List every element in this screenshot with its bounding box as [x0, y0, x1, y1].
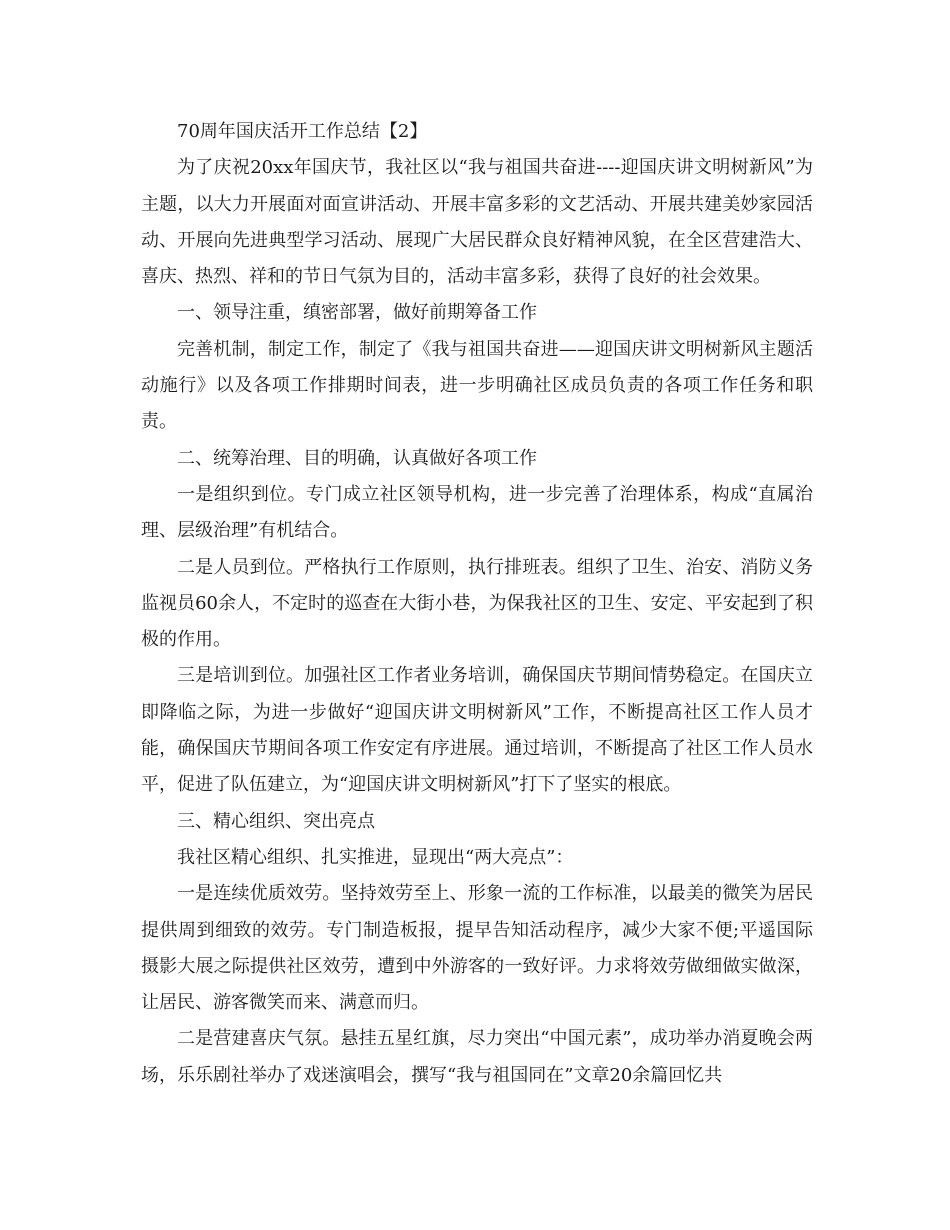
training-paragraph: 三是培训到位。加强社区工作者业务培训，确保国庆节期间情势稳定。在国庆立即降临之际，为进一步做好“迎国庆讲文明树新风”工作，不断提高社区工作人员才能，确保国庆节期间各项工作安定有序进展。通过培训，不断提高了社区工作人员水平，促进了队伍建立，为“迎国庆讲文明树新风”打下了坚实的根底。 [141, 665, 813, 796]
highlights-intro-paragraph: 我社区精心组织、扎实推进，显现出“两大亮点”： [177, 846, 574, 868]
section-heading-2: 二、统筹治理、目的明确，认真做好各项工作 [177, 447, 537, 469]
section-heading-1: 一、领导注重，缜密部署，做好前期筹备工作 [177, 302, 537, 324]
organization-paragraph: 一是组织到位。专门成立社区领导机构，进一步完善了治理体系，构成“直属治理、层级治理”有机结合。 [141, 483, 813, 542]
atmosphere-paragraph: 二是营建喜庆气氛。悬挂五星红旗，尽力突出“中国元素”，成功举办消夏晚会两场，乐乐剧社举办了戏迷演唱会，撰写“我与祖国同在”文章20余篇回忆共 [141, 1028, 813, 1086]
document-body [141, 114, 813, 1094]
section-heading-3: 三、精心组织、突出亮点 [177, 810, 375, 832]
service-paragraph: 一是连续优质效劳。坚持效劳至上、形象一流的工作标准，以最美的微笑为居民提供周到细致的效劳。专门制造板报，提早告知活动程序，减少大家不便;平遥国际摄影大展之际提供社区效劳，遭到中外游客的一致好评。力求将效劳做细做实做深，让居民、游客微笑而来、满意而归。 [141, 883, 813, 1014]
intro-paragraph: 为了庆祝20xx年国庆节，我社区以“我与祖国共奋进----迎国庆讲文明树新风”为主题，以大力开展面对面宣讲活动、开展丰富多彩的文艺活动、开展共建美妙家园活动、开展向先进典型学习活动、展现广大居民群众良好精神风貌，在全区营建浩大、喜庆、热烈、祥和的节日气氛为目的，活动丰富多彩，获得了良好的社会效果。 [141, 157, 813, 288]
personnel-paragraph: 二是人员到位。严格执行工作原则，执行排班表。组织了卫生、治安、消防义务监视员60余人，不定时的巡查在大街小巷，为保我社区的卫生、安定、平安起到了积极的作用。 [141, 556, 813, 651]
document-title: 70周年国庆活开工作总结【2】 [177, 121, 428, 142]
section-1-paragraph: 完善机制，制定工作，制定了《我与祖国共奋进——迎国庆讲文明树新风主题活动施行》以及各项工作排期时间表，进一步明确社区成员负责的各项工作任务和职责。 [141, 338, 813, 433]
